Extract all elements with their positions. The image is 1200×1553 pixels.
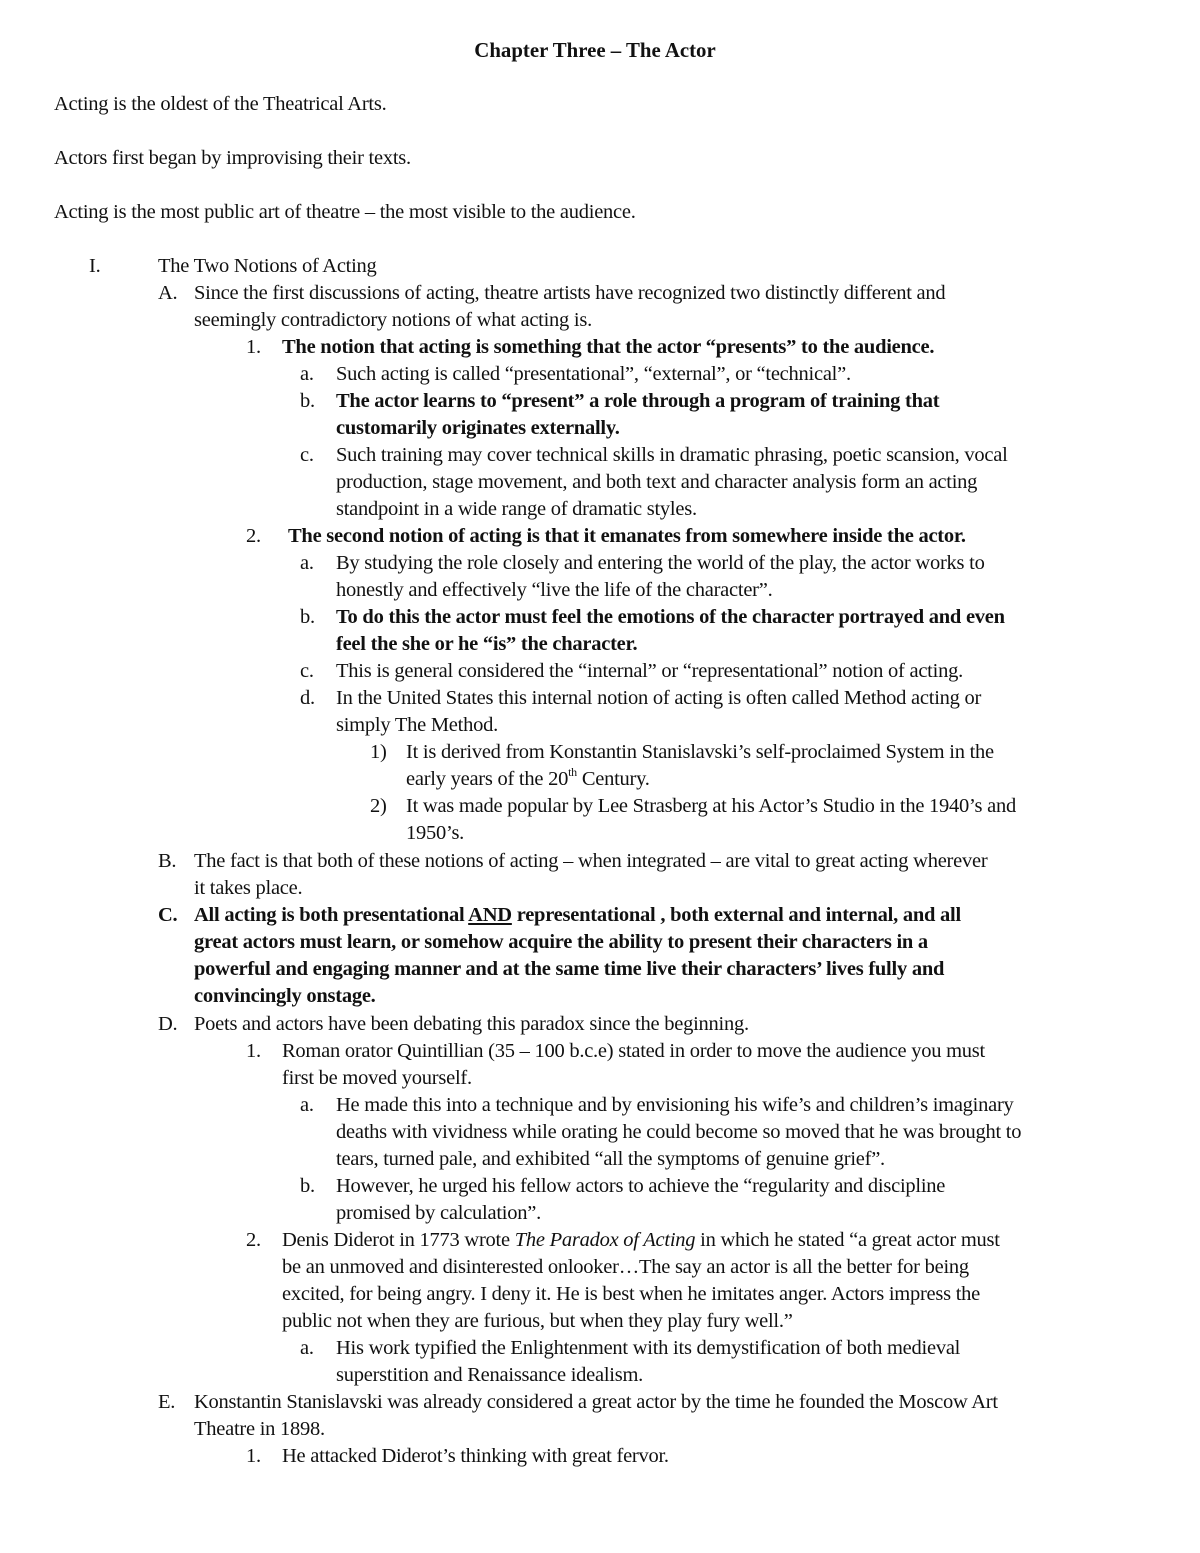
- outline-marker-A2c: c.: [300, 660, 314, 682]
- item-D1a-line-2: deaths with vividness while orating he could become so moved that he was brought to: [336, 1121, 1022, 1143]
- outline-marker-A: A.: [158, 282, 178, 304]
- outline-marker-C: C.: [158, 904, 178, 926]
- outline-marker-D2a: a.: [300, 1337, 314, 1359]
- item-C-line-1: [194, 902, 961, 929]
- outline-marker-A1a: a.: [300, 363, 314, 385]
- item-A1b-line-2: customarily originates externally.: [336, 417, 620, 439]
- item-A2b-line-2: feel the she or he “is” the character.: [336, 633, 638, 655]
- outline-marker-D: D.: [158, 1013, 178, 1035]
- item-A2d-line-2: simply The Method.: [336, 714, 498, 736]
- item-D-text: Poets and actors have been debating this paradox since the beginning.: [194, 1013, 749, 1035]
- item-A2d1-line-2-post: Century.: [576, 768, 650, 790]
- outline-marker-D1a: a.: [300, 1094, 314, 1116]
- item-A2b-line-1: To do this the actor must feel the emotions of the character portrayed and even: [336, 606, 1005, 628]
- item-A2d1-line-1: It is derived from Konstantin Stanislavski’s self-proclaimed System in the: [406, 741, 994, 763]
- item-D2-line-4: public not when they are furious, but when they play fury well.”: [282, 1310, 793, 1332]
- item-E-line-2: Theatre in 1898.: [194, 1418, 325, 1440]
- intro-paragraph-3: Acting is the most public art of theatre – the most visible to the audience.: [54, 201, 636, 223]
- item-D2a-line-2: superstition and Renaissance idealism.: [336, 1364, 644, 1386]
- outline-marker-A2b: b.: [300, 606, 315, 628]
- item-B-line-1: The fact is that both of these notions of acting – when integrated – are vital to great acting wherever: [194, 850, 988, 872]
- intro-paragraph-1: Acting is the oldest of the Theatrical Arts.: [54, 93, 387, 115]
- item-A2d2-line-2: 1950’s.: [406, 822, 465, 844]
- item-D2-line-2: be an unmoved and disinterested onlooker…The say an actor is all the better for being: [282, 1256, 969, 1278]
- item-E1-text: He attacked Diderot’s thinking with great fervor.: [282, 1445, 669, 1467]
- item-A2d-line-1: In the United States this internal notion of acting is often called Method acting or: [336, 687, 982, 709]
- item-A1c-line-1: Such training may cover technical skills in dramatic phrasing, poetic scansion, vocal: [336, 444, 1008, 466]
- item-A2a-line-1: By studying the role closely and entering the world of the play, the actor works to: [336, 552, 985, 574]
- outline-marker-A2: 2.: [246, 525, 261, 547]
- outline-marker-A1: 1.: [246, 336, 261, 358]
- item-D1b-line-2: promised by calculation”.: [336, 1202, 541, 1224]
- item-C-line-3: powerful and engaging manner and at the same time live their characters’ lives fully and: [194, 958, 945, 980]
- work-title: The Paradox of Acting: [514, 1229, 696, 1251]
- item-D2a-line-1: His work typified the Enlightenment with its demystification of both medieval: [336, 1337, 961, 1359]
- item-C-line-1-pre: All acting is both presentational: [194, 904, 469, 926]
- outline-marker-A2d1: 1): [370, 741, 387, 763]
- item-A2d2-line-1: It was made popular by Lee Strasberg at his Actor’s Studio in the 1940’s and: [406, 795, 1016, 817]
- section-heading: The Two Notions of Acting: [158, 255, 377, 277]
- item-D2-line-1-pre: Denis Diderot in 1773 wrote: [282, 1229, 515, 1251]
- page-title: Chapter Three – The Actor: [474, 38, 716, 62]
- outline-marker-I: I.: [89, 255, 101, 277]
- outline-marker-E: E.: [158, 1391, 176, 1413]
- ordinal-suffix: th: [568, 765, 577, 780]
- item-A2c-text: This is general considered the “internal” or “representational” notion of acting.: [336, 660, 963, 682]
- item-D2-line-1: [282, 1227, 1000, 1254]
- outline-marker-D1b: b.: [300, 1175, 315, 1197]
- item-D1b-line-1: However, he urged his fellow actors to achieve the “regularity and discipline: [336, 1175, 946, 1197]
- intro-paragraph-2: Actors first began by improvising their texts.: [54, 147, 411, 169]
- outline-marker-A2d2: 2): [370, 795, 387, 817]
- item-B-line-2: it takes place.: [194, 877, 303, 899]
- item-A-line-1: Since the first discussions of acting, theatre artists have recognized two distinctly different and: [194, 282, 946, 304]
- outline-marker-A2d: d.: [300, 687, 315, 709]
- outline-marker-A2a: a.: [300, 552, 314, 574]
- item-E-line-1: Konstantin Stanislavski was already considered a great actor by the time he founded the Moscow Art: [194, 1391, 998, 1413]
- item-D2-line-1-post: in which he stated “a great actor must: [695, 1229, 1000, 1251]
- outline-marker-A1c: c.: [300, 444, 314, 466]
- item-C-line-4: convincingly onstage.: [194, 985, 376, 1007]
- item-D1a-line-3: tears, turned pale, and exhibited “all the symptoms of genuine grief”.: [336, 1148, 885, 1170]
- item-A-line-2: seemingly contradictory notions of what acting is.: [194, 309, 592, 331]
- emphasis-and: AND: [468, 904, 512, 926]
- item-A1-text: The notion that acting is something that the actor “presents” to the audience.: [282, 336, 935, 358]
- item-A2d1-line-2: [406, 766, 650, 793]
- item-C-line-2: great actors must learn, or somehow acquire the ability to present their characters in a: [194, 931, 928, 953]
- item-A2a-line-2: honestly and effectively “live the life of the character”.: [336, 579, 773, 601]
- outline-marker-E1: 1.: [246, 1445, 261, 1467]
- outline-marker-D2: 2.: [246, 1229, 261, 1251]
- item-D1a-line-1: He made this into a technique and by envisioning his wife’s and children’s imaginary: [336, 1094, 1014, 1116]
- outline-marker-B: B.: [158, 850, 177, 872]
- item-A1a-text: Such acting is called “presentational”, “external”, or “technical”.: [336, 363, 851, 385]
- outline-marker-D1: 1.: [246, 1040, 261, 1062]
- item-A1c-line-2: production, stage movement, and both text and character analysis form an acting: [336, 471, 978, 493]
- item-A1c-line-3: standpoint in a wide range of dramatic styles.: [336, 498, 697, 520]
- item-C-line-1-post: representational , both external and internal, and all: [511, 904, 961, 926]
- item-D1-line-2: first be moved yourself.: [282, 1067, 472, 1089]
- outline-marker-A1b: b.: [300, 390, 315, 412]
- item-A1b-line-1: The actor learns to “present” a role through a program of training that: [336, 390, 940, 412]
- item-D1-line-1: Roman orator Quintillian (35 – 100 b.c.e) stated in order to move the audience you must: [282, 1040, 985, 1062]
- item-A2-text: The second notion of acting is that it emanates from somewhere inside the actor.: [288, 525, 966, 547]
- item-A2d1-line-2-pre: early years of the 20: [406, 768, 569, 790]
- item-D2-line-3: excited, for being angry. I deny it. He is best when he imitates anger. Actors impress the: [282, 1283, 981, 1305]
